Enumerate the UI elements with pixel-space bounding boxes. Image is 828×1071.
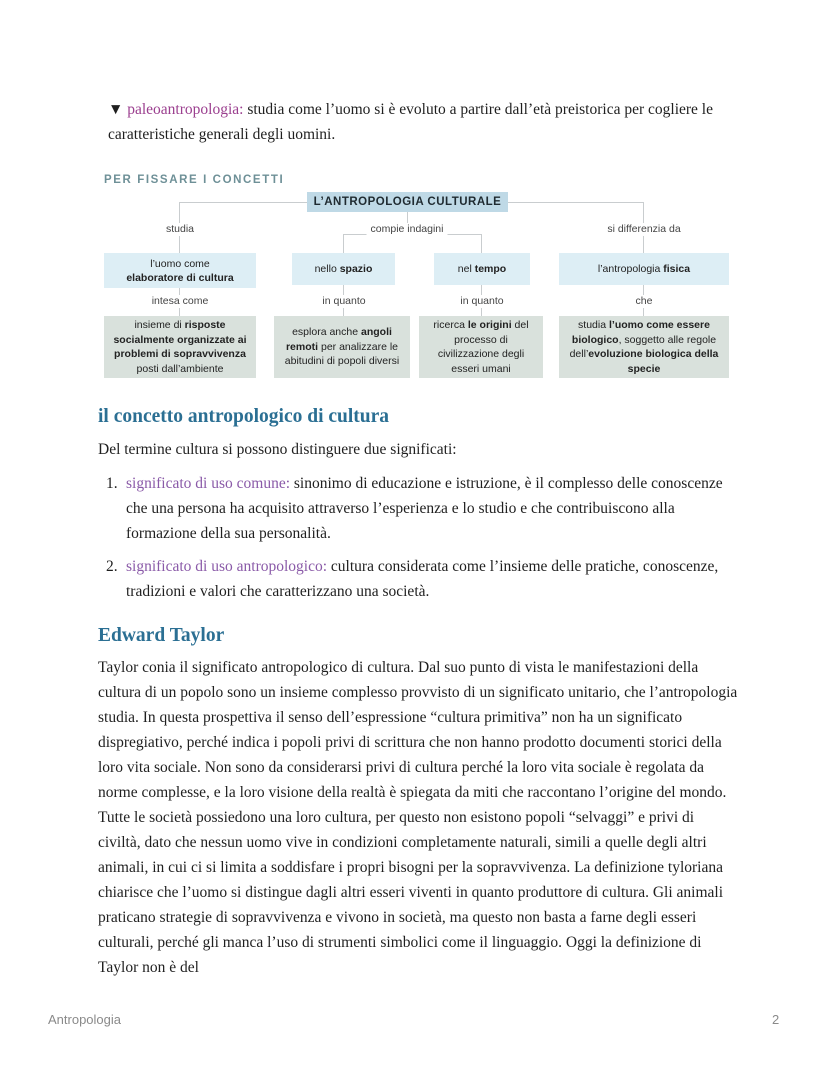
list-text: sinonimo di educazione e istruzione, è il complesso delle conoscenze che una persona ha acquisito attraverso l’esperienza e lo studio e che contribuiscono alla formazione della sua personalità. [126, 475, 723, 542]
level1-box-fisica [559, 253, 729, 285]
level2-box-origini [419, 316, 543, 378]
level1-bold: fisica [663, 263, 691, 275]
connector-label: in quanto [456, 295, 507, 308]
list-term: significato di uso antropologico: [126, 558, 328, 575]
level2-text: studia [578, 319, 609, 331]
level2-box-angoli [274, 316, 410, 378]
level1-box-tempo [434, 253, 530, 285]
connector-line [179, 202, 307, 203]
level2-text: ricerca [433, 319, 468, 331]
list-term: significato di uso comune: [126, 475, 291, 492]
section-heading-concetto: il concetto antropologico di cultura [98, 406, 390, 427]
footer-page-number: 2 [772, 1012, 780, 1027]
concept-map [100, 170, 732, 385]
level2-box-risposte [104, 316, 256, 378]
level2-bold: risposte socialmente organizzate ai problemi di sopravvivenza [113, 319, 247, 360]
level1-bold: tempo [474, 263, 507, 275]
level2-box-biologico [559, 316, 729, 378]
level1-text: l’uomo come [150, 257, 210, 270]
concept-map-label: PER FISSARE I CONCETTI [104, 174, 285, 186]
level2-bold: le origini [467, 319, 512, 331]
paleoantropologia-paragraph [108, 97, 738, 147]
paleoantropologia-term: paleoantropologia: [127, 101, 244, 118]
list-item [106, 471, 726, 546]
paleoantropologia-text: studia come l’uomo si è evoluto a partire dall’età preistorica per cogliere le caratteristiche generali degli uomini. [108, 101, 713, 143]
connector-label: che [632, 295, 657, 308]
level1-bold: spazio [339, 263, 373, 275]
level2-bold: evoluzione biologica della specie [588, 348, 719, 375]
connector-line [508, 202, 644, 203]
triangle-bullet-icon: ▼ [108, 101, 124, 118]
list-text: cultura considerata come l’insieme delle pratiche, conoscenze, tradizioni e valori che caratterizzano una società. [126, 558, 719, 600]
list-number: 2. [106, 558, 118, 575]
level2-text: posti dall’ambiente [136, 362, 224, 375]
level1-text: nello [314, 263, 340, 275]
level2-bold: l’uomo come essere biologico [571, 319, 710, 346]
level1-text: l’antropologia [597, 263, 664, 275]
section-heading-taylor: Edward Taylor [98, 625, 225, 646]
connector-label: intesa come [148, 295, 213, 308]
level1-box-spazio [292, 253, 395, 285]
level2-text: per analizzare le abitudini di popoli diversi [284, 340, 400, 368]
list-number: 1. [106, 475, 118, 492]
level1-bold: elaboratore di cultura [126, 271, 234, 284]
level2-text: esplora anche [292, 326, 361, 339]
level2-text: insieme di [134, 319, 185, 331]
taylor-paragraph: Taylor conia il significato antropologico di cultura. Dal suo punto di vista le manifestazioni della cultura di un popolo sono un insieme complesso provvisto di un significato unitario, che l’antropologia studia. In questa prospettiva il senso dell’espressione “cultura primitiva” non ha un significato dispregiativo, perché indica i popoli privi di scrittura che non hanno prodotto documenti storici della loro vita sociale. Non sono da considerarsi privi di cultura perché la loro vita sociale è regolata da norme complesse, e la loro visione della realtà è spiegata da miti che raccontano l’origine del mondo. Tutte le società possiedono una loro cultura, per questo non esistono popoli “selvaggi” e privi di civiltà, dato che nessun uomo vive in condizioni completamente naturali, simili a quelle degli altri animali, in cui ci si limita a soddisfare i propri bisogni per la sopravvivenza. La definizione tyloriana chiarisce che l’uomo si distingue dagli altri esseri viventi in quanto produttore di cultura. Gli animali praticano strategie di sopravvivenza e vivono in società, ma questo non basta a farne degli esseri culturali, perché gli manca l’uso di strumenti simbolici come il linguaggio. Oggi la definizione di Taylor non è del [98, 659, 738, 976]
level1-text: nel [457, 263, 475, 275]
branch-label-si-differenzia: si differenzia da [603, 223, 684, 236]
level1-box-uomo [104, 253, 256, 288]
level2-text: , soggetto alle regole dell’ [569, 333, 717, 360]
branch-label-compie-indagini: compie indagini [367, 223, 448, 236]
concept-map-root: L’ANTROPOLOGIA CULTURALE [307, 192, 508, 212]
branch-label-studia: studia [162, 223, 198, 236]
footer-title: Antropologia [48, 1012, 121, 1027]
connector-label: in quanto [318, 295, 369, 308]
section1-intro: Del termine cultura si possono distinguere due significati: [98, 441, 457, 458]
list-item [106, 554, 726, 604]
level2-bold: angoli remoti [285, 326, 392, 353]
level2-text: del processo di civilizzazione degli esseri umani [437, 319, 529, 375]
